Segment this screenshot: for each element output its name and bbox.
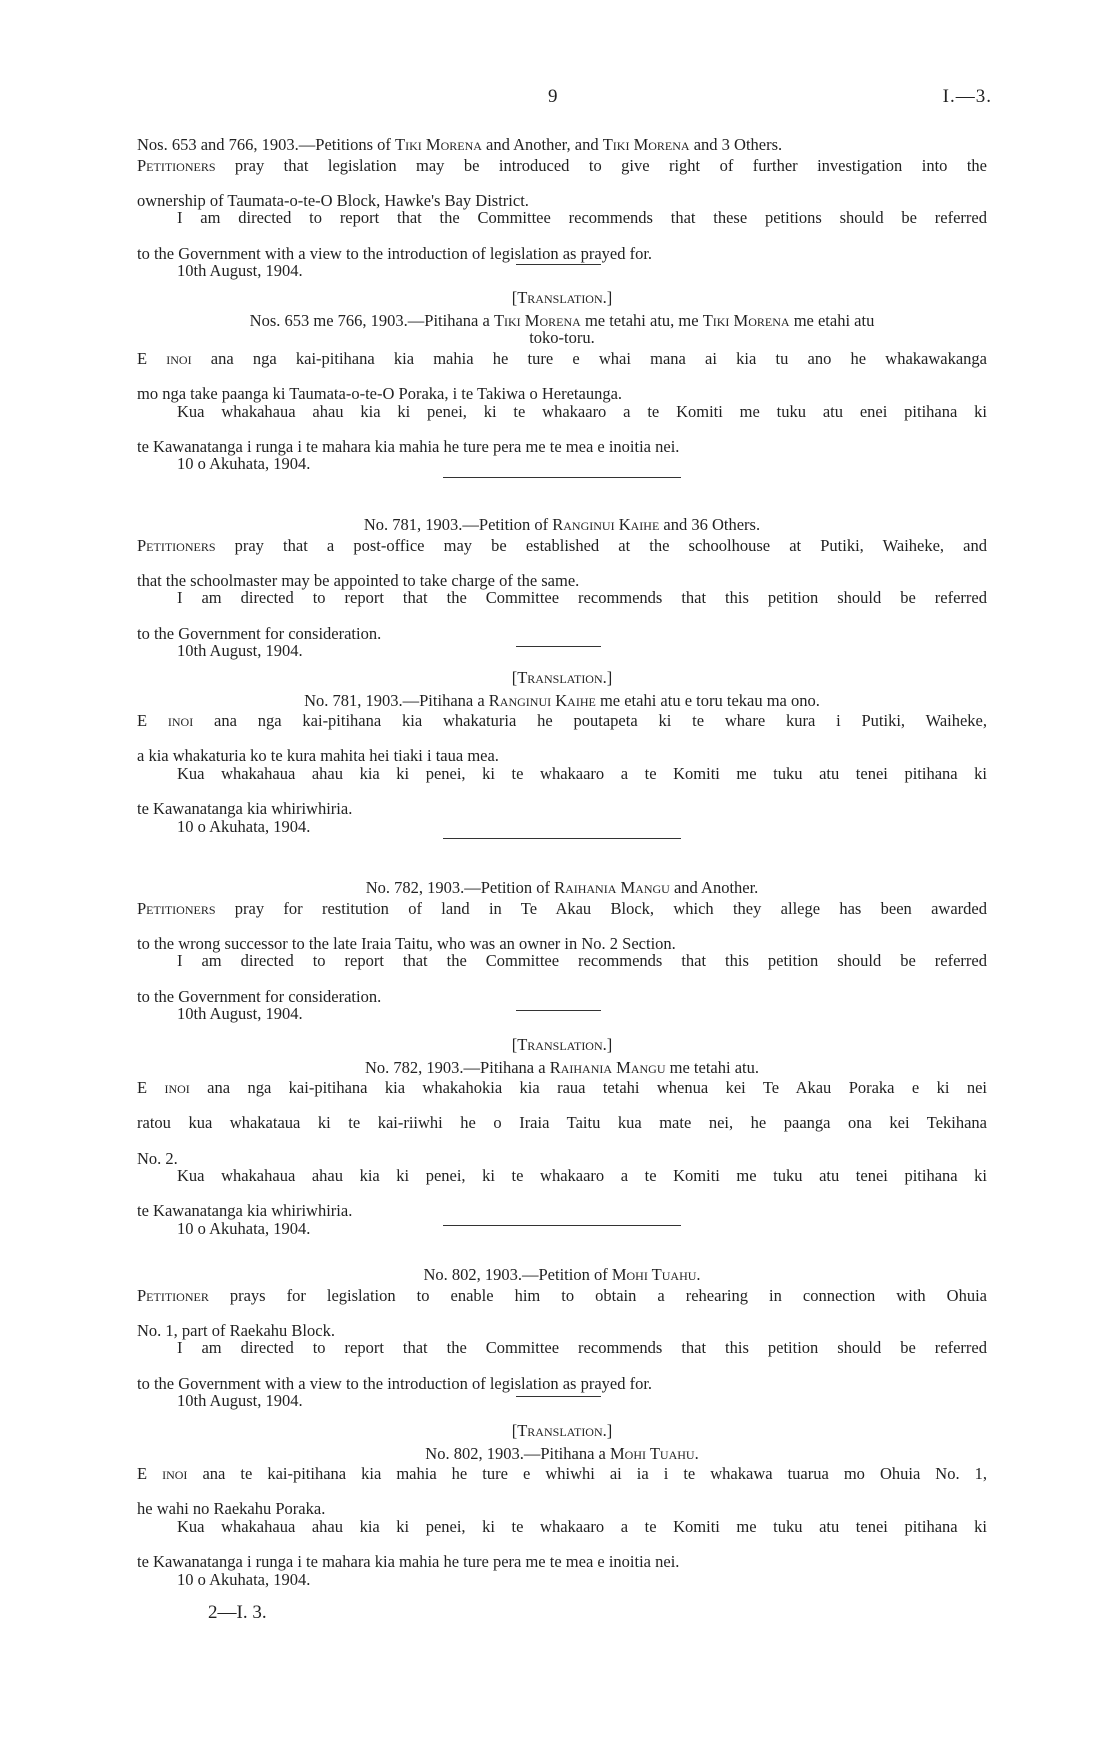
petition-text-line: E inoi ana te kai-pitihana kia mahia he ture e whiwhi ai ia i te whakawa tuarua mo Ohuia No. 1,: [137, 1464, 987, 1484]
report-text-line: Kua whakahaua ahau kia ki penei, ki te whakaaro a te Komiti me tuku atu tenei pitihana ki: [177, 763, 987, 783]
petition-text-line: to the wrong successor to the late Iraia Taitu, who was an owner in No. 2 Section.: [137, 933, 676, 953]
section-title: No. 802, 1903.—Pitihana a Mohi Tuahu.: [425, 1443, 699, 1463]
report-text-line: Kua whakahaua ahau kia ki penei, ki te whakaaro a te Komiti me tuku atu tenei pitihana ki: [177, 1166, 987, 1186]
report-text-line: to the Government with a view to the introduction of legislation as prayed for.: [137, 1373, 653, 1393]
section-title: Nos. 653 and 766, 1903.—Petitions of Tiki Morena and Another, and Tiki Morena and 3 Others.: [137, 135, 783, 154]
section-title: No. 782, 1903.—Petition of Raihania Mangu and Another.: [365, 878, 759, 897]
page-number: 9: [548, 86, 558, 107]
report-date: 10th August, 1904.: [177, 261, 303, 281]
section-title: Nos. 653 me 766, 1903.—Pitihana a Tiki Morena me tetahi atu, me Tiki Morena me etahi atu: [249, 310, 875, 330]
report-date: 10 o Akuhata, 1904.: [177, 1569, 311, 1589]
signature-mark: 2—I. 3.: [208, 1602, 267, 1623]
petition-text-line: that the schoolmaster may be appointed to take charge of the same.: [137, 570, 580, 590]
petition-text-line: Petitioner prays for legislation to enable him to obtain a rehearing in connection with Ohuia: [137, 1285, 987, 1305]
petition-text-line: E inoi ana nga kai-pitihana kia whakahokia kia raua tetahi whenua kei Te Akau Poraka e ki nei: [137, 1078, 987, 1098]
petition-text-line: Petitioners pray for restitution of land in Te Akau Block, which they allege has been awarded: [137, 898, 987, 918]
report-text-line: Kua whakahaua ahau kia ki penei, ki te whakaaro a te Komiti me tuku atu tenei pitihana ki: [177, 1516, 987, 1536]
report-text-line: I am directed to report that the Committee recommends that this petition should be referred: [177, 951, 987, 971]
petition-text-line: No. 2.: [137, 1148, 178, 1168]
section-divider: [443, 1225, 681, 1226]
section-divider: [443, 477, 681, 478]
report-text-line: te Kawanatanga i runga i te mahara kia mahia he ture pera me te mea e inoitia nei.: [137, 1552, 680, 1572]
report-text-line: te Kawanatanga kia whiriwhiria.: [137, 799, 353, 819]
translation-section-781: [137, 669, 987, 835]
section-divider: [516, 646, 601, 647]
translation-section-802: [137, 1422, 987, 1588]
petition-text-line: E inoi ana nga kai-pitihana kia whakaturia he poutapeta ki te whare kura i Putiki, Waiheke,: [137, 711, 987, 731]
report-text-line: to the Government for consideration.: [137, 986, 382, 1006]
report-text-line: te Kawanatanga i runga i te mahara kia mahia he ture pera me te mea e inoitia nei.: [137, 436, 680, 456]
section-divider: [516, 1010, 601, 1011]
translation-label: [Translation.]: [511, 1035, 613, 1054]
report-text-line: I am directed to report that the Committee recommends that this petition should be referred: [177, 1338, 987, 1358]
petition-text-line: Petitioners pray that a post-office may be established at the schoolhouse at Putiki, Waiheke, and: [137, 535, 987, 555]
report-text-line: to the Government with a view to the introduction of legislation as prayed for.: [137, 243, 653, 263]
petition-text-line: ratou kua whakataua ki te kai-riiwhi he o Iraia Taitu kua mate nei, he paanga ona kei Tekihana: [137, 1113, 987, 1133]
section-title: No. 782, 1903.—Pitihana a Raihania Mangu me tetahi atu.: [365, 1057, 759, 1077]
paper-reference: I.—3.: [942, 86, 992, 107]
translation-label: [Translation.]: [511, 668, 613, 687]
petition-section-782: [137, 879, 987, 1023]
section-title: No. 781, 1903.—Petition of Ranginui Kaihe and 36 Others.: [363, 515, 761, 534]
report-date: 10th August, 1904.: [177, 1004, 303, 1024]
report-text-line: te Kawanatanga kia whiriwhiria.: [137, 1201, 353, 1221]
petition-text-line: he wahi no Raekahu Poraka.: [137, 1499, 326, 1519]
translation-section-782: [137, 1036, 987, 1238]
translation-label: [Translation.]: [511, 1421, 613, 1440]
section-divider: [516, 1396, 601, 1397]
petition-text-line: E inoi ana nga kai-pitihana kia mahia he ture e whai mana ai kia tu ano he whakawakanga: [137, 348, 987, 368]
section-divider: [516, 264, 601, 265]
report-text-line: I am directed to report that the Committee recommends that these petitions should be referred: [177, 208, 987, 228]
petition-text-line: ownership of Taumata-o-te-O Block, Hawke's Bay District.: [137, 190, 529, 210]
section-title: No. 802, 1903.—Petition of Mohi Tuahu.: [423, 1265, 701, 1284]
petition-text-line: Petitioners pray that legislation may be introduced to give right of further investigation into the: [137, 155, 987, 175]
report-text-line: to the Government for consideration.: [137, 623, 382, 643]
section-divider: [443, 838, 681, 839]
petition-section-653-766: [137, 136, 987, 280]
report-text-line: I am directed to report that the Committee recommends that this petition should be referred: [177, 588, 987, 608]
report-date: 10 o Akuhata, 1904.: [177, 1218, 311, 1238]
petition-section-781: [137, 516, 987, 660]
section-title: No. 781, 1903.—Pitihana a Ranginui Kaihe me etahi atu e toru tekau ma ono.: [304, 690, 820, 710]
report-text-line: Kua whakahaua ahau kia ki penei, ki te whakaaro a te Komiti me tuku atu enei pitihana ki: [177, 401, 987, 421]
report-date: 10 o Akuhata, 1904.: [177, 454, 311, 474]
translation-label: [Translation.]: [511, 288, 613, 307]
translation-section-653-766: [137, 289, 987, 473]
section-title-continuation: toko-toru.: [529, 328, 595, 348]
report-date: 10 o Akuhata, 1904.: [177, 816, 311, 836]
petition-text-line: No. 1, part of Raekahu Block.: [137, 1320, 335, 1340]
report-date: 10th August, 1904.: [177, 1391, 303, 1411]
petition-text-line: a kia whakaturia ko te kura mahita hei tiaki i taua mea.: [137, 746, 499, 766]
report-date: 10th August, 1904.: [177, 641, 303, 661]
petition-section-802: [137, 1266, 987, 1410]
petition-text-line: mo nga take paanga ki Taumata-o-te-O Poraka, i te Takiwa o Heretaunga.: [137, 383, 623, 403]
